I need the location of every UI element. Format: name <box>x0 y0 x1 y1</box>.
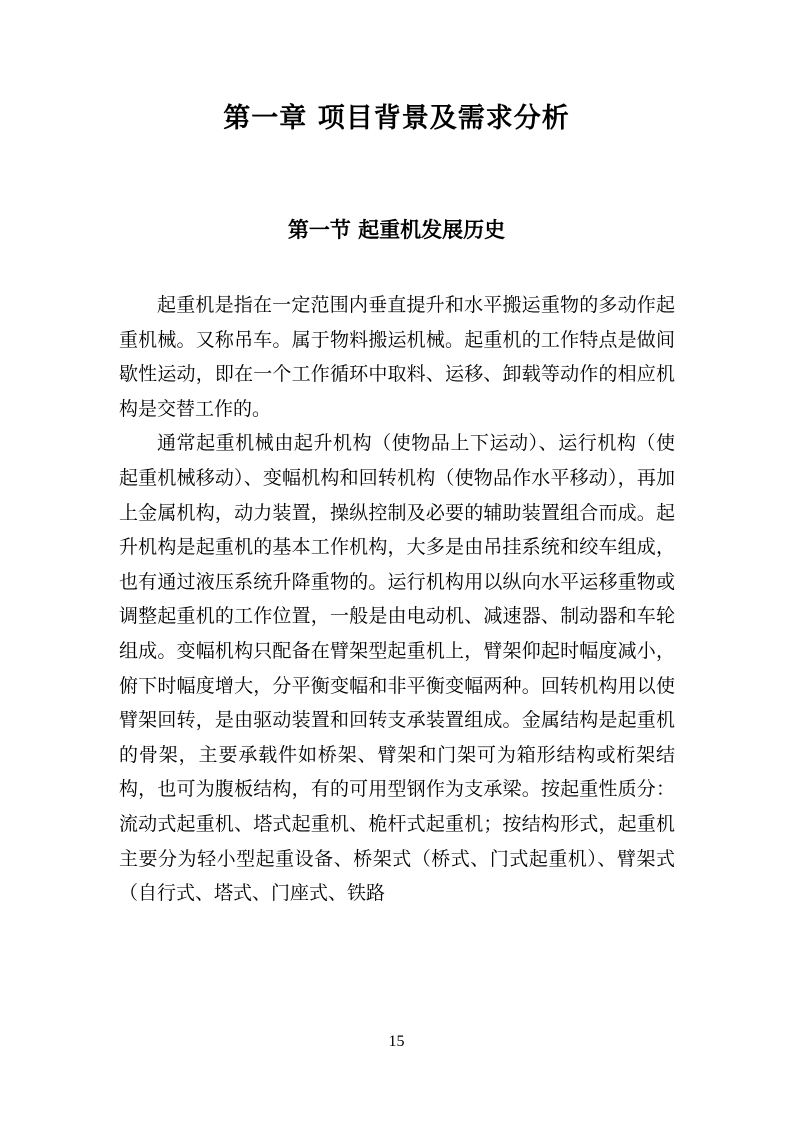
paragraph-composition: 通常起重机械由起升机构（使物品上下运动）、运行机构（使起重机械移动）、变幅机构和回转机构（使物品作水平移动），再加上金属机构，动力装置，操纵控制及必要的辅助装置组合而成。起升机构是起重机的基本工作机构，大多是由吊挂系统和绞车组成，也有通过液压系统升降重物的。运行机构用以纵向水平运移重物或调整起重机的工作位置，一般是由电动机、减速器、制动器和车轮组成。变幅机构只配备在臂架型起重机上，臂架仰起时幅度减小，俯下时幅度增大，分平衡变幅和非平衡变幅两种。回转机构用以使臂架回转，是由驱动装置和回转支承装置组成。金属结构是起重机的骨架，主要承载件如桥架、臂架和门架可为箱形结构或桁架结构，也可为腹板结构，有的可用型钢作为支承梁。按起重性质分：流动式起重机、塔式起重机、桅杆式起重机；按结构形式，起重机主要分为轻小型起重设备、桥架式（桥式、门式起重机）、臂架式（自行式、塔式、门座式、铁路 <box>119 432 675 905</box>
chapter-title: 第一章 项目背景及需求分析 <box>223 103 570 134</box>
section-title: 第一节 起重机发展历史 <box>287 218 506 242</box>
paragraph-definition: 起重机是指在一定范围内垂直提升和水平搬运重物的多动作起重机械。又称吊车。属于物料搬运机械。起重机的工作特点是做间歇性运动，即在一个工作循环中取料、运移、卸载等动作的相应机构是交替工作的。 <box>119 294 675 420</box>
body-text <box>119 288 675 911</box>
page-number: 15 <box>388 1033 405 1050</box>
